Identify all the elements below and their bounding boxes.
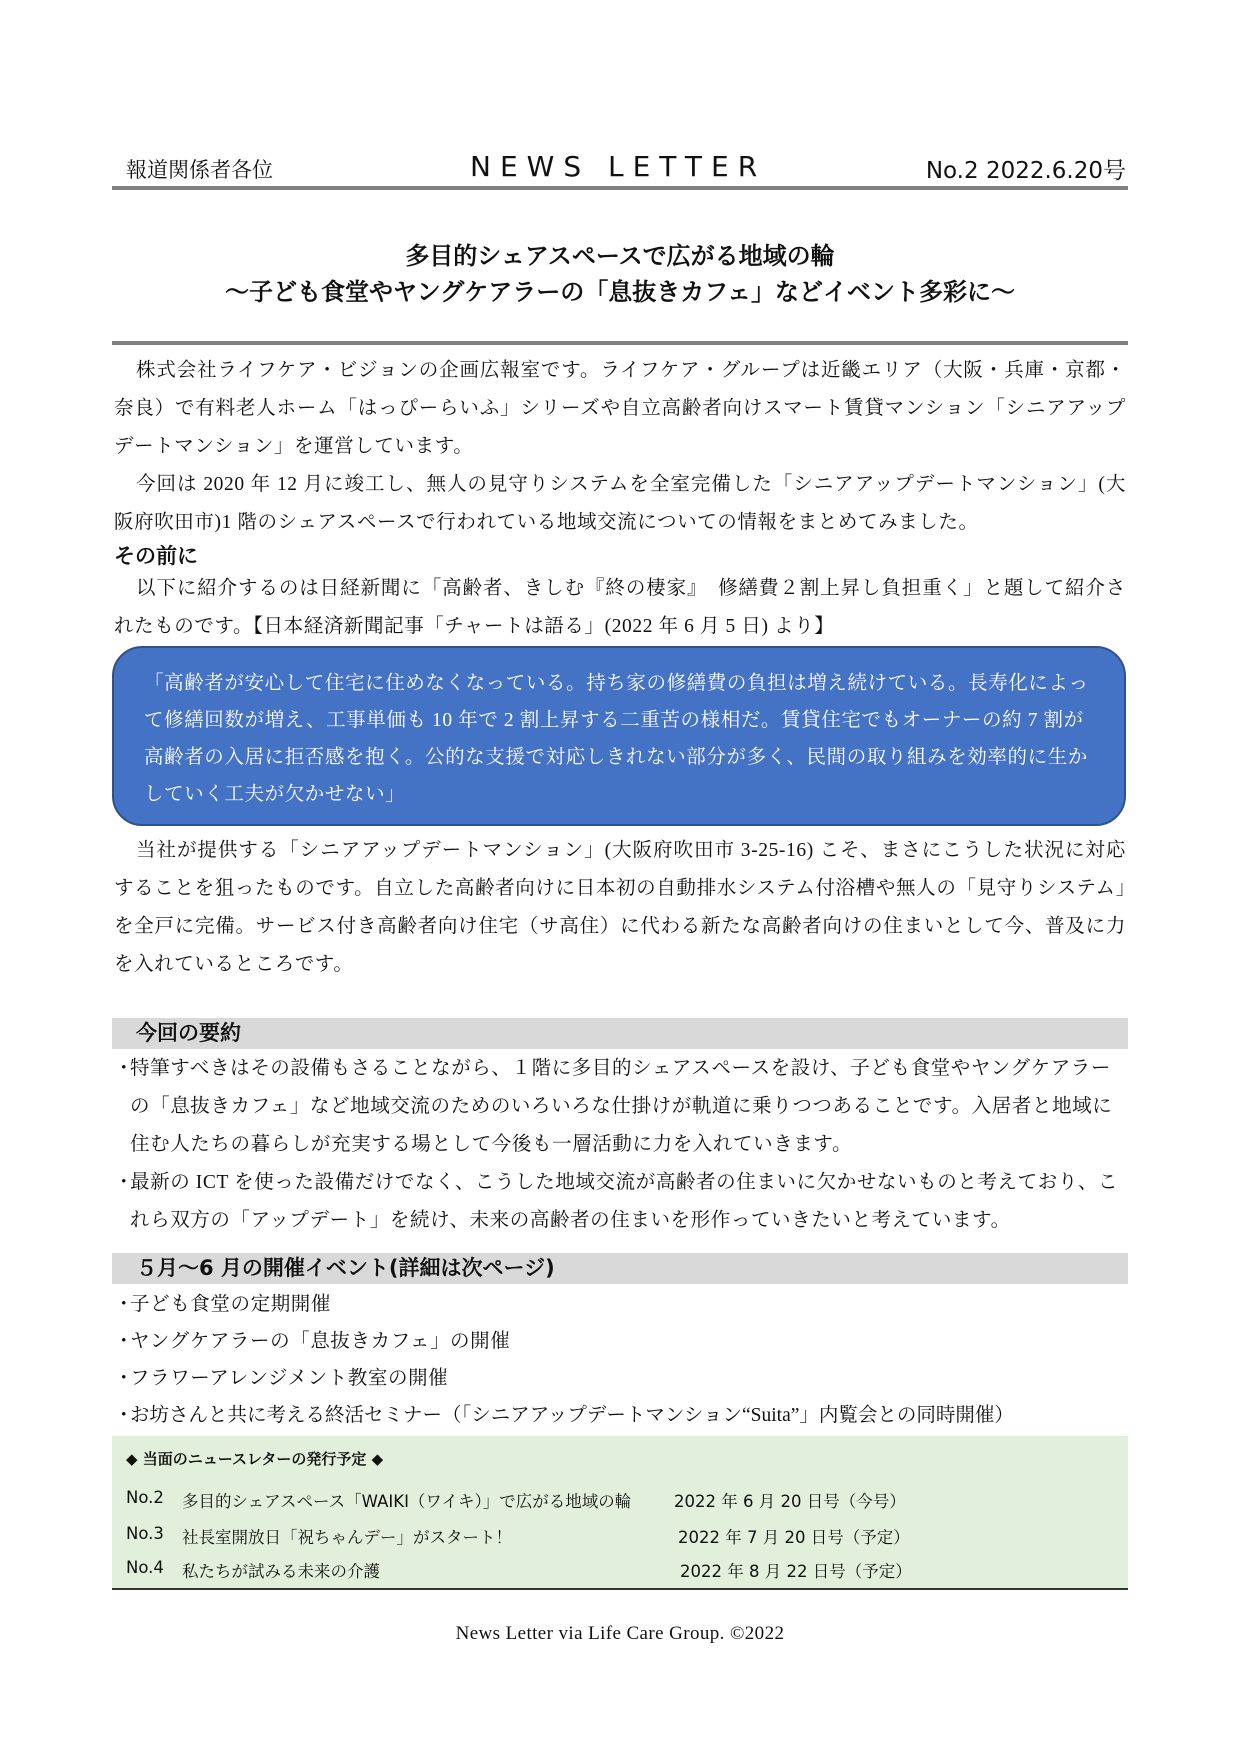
summary-heading-bar: [112, 1018, 1128, 1049]
newsletter-schedule-box: [112, 1436, 1128, 1590]
bullet-dot: ・: [114, 1058, 135, 1079]
schedule-issue-date: 2022 年 8 月 22 日号（予定）: [680, 1562, 912, 1581]
bullet-dot: ・: [114, 1368, 135, 1389]
event-item-text: お坊さんと共に考える終活セミナー（「シニアアップデートマンション“Suita”」内覧会との同時開催）: [130, 1405, 1014, 1426]
newsletter-header: [126, 150, 1126, 184]
event-item: [114, 1323, 1128, 1361]
intro-paragraph-2: 今回は 2020 年 12 月に竣工し、無人の見守りシステムを全室完備した「シニアアップデートマンション」(大阪府吹田市)1 階のシェアスペースで行われている地域交流についての情報をまとめてみました。: [114, 474, 1126, 533]
page-footer: News Letter via Life Care Group. ©2022: [455, 1623, 785, 1644]
quote-text: 「高齢者が安心して住宅に住めなくなっている。持ち家の修繕費の負担は増え続けている。長寿化によって修繕回数が増え、工事単価も 10 年で 2 割上昇する二重苦の様相だ。賃貸住宅でもオーナーの約 7 割が高齢者の入居に拒否感を抱く。公的な支援で対応しきれない部分が多く、民間の取り組みを効率的に生かしていく工夫が欠かせない」: [144, 673, 1089, 805]
event-item: [114, 1286, 1128, 1324]
headline-rule: [112, 341, 1128, 345]
summary-item-text: 最新の ICT を使った設備だけでなく、こうした地域交流が高齢者の住まいに欠かせないものと考えており、これら双方の「アップデート」を続け、未来の高齢者の住まいを形作っていきたいと考えています。: [130, 1172, 1119, 1231]
event-item-text: 子ども食堂の定期開催: [130, 1294, 332, 1315]
summary-item-text: 特筆すべきはその設備もさることながら、１階に多目的シェアスペースを設け、子ども食堂やヤングケアラーの「息抜きカフェ」など地域交流のためのいろいろな仕掛けが軌道に乗りつつあることです。入居者と地域に住む人たちの暮らしが充実する場として今後も一層活動に力を入れていきます。: [130, 1058, 1113, 1155]
event-item: [114, 1360, 1128, 1398]
bullet-dot: ・: [114, 1331, 135, 1352]
company-paragraph: 当社が提供する「シニアアップデートマンション」(大阪府吹田市 3-25-16) こそ、まさにこうした状況に対応することを狙ったものです。自立した高齢者向けに日本初の自動排水システム付浴槽や無人の「見守りシステム」を全戸に完備。サービス付き高齢者向け住宅（サ高住）に代わる新たな高齢者向けの住まいとして今、普及に力を入れているところです。: [114, 840, 1126, 975]
nikkei-quote-box: [112, 646, 1126, 826]
addressee: 報道関係者各位: [126, 158, 273, 182]
headline-sub: ～子ども食堂やヤングケアラーの「息抜きカフェ」などイベント多彩に～: [224, 278, 1016, 306]
header-rule: [112, 186, 1128, 190]
summary-item: [114, 1164, 1128, 1240]
before-heading: その前に: [114, 544, 198, 568]
bullet-dot: ・: [114, 1294, 135, 1315]
event-item-text: フラワーアレンジメント教室の開催: [130, 1368, 449, 1389]
bullet-dot: ・: [114, 1405, 134, 1426]
schedule-issue-no: No.4: [126, 1558, 164, 1577]
before-paragraph: 以下に紹介するのは日経新聞に「高齢者、きしむ『終の棲家』 修繕費２割上昇し負担重く」と題して紹介されたものです。【日本経済新聞記事「チャートは語る」(2022 年 6 月 5 日) より】: [114, 578, 1126, 637]
event-item: [114, 1397, 1128, 1435]
newsletter-title: NEWS LETTER: [470, 150, 767, 183]
schedule-issue-date: 2022 年 6 月 20 日号（今号）: [674, 1492, 906, 1511]
bullet-dot: ・: [114, 1172, 135, 1193]
headline-main: 多目的シェアスペースで広がる地域の輪: [405, 242, 835, 270]
schedule-issue-title: 私たちが試みる未来の介護: [182, 1562, 380, 1581]
intro-paragraph-1: 株式会社ライフケア・ビジョンの企画広報室です。ライフケア・グループは近畿エリア（大阪・兵庫・京都・奈良）で有料老人ホーム「はっぴーらいふ」シリーズや自立高齢者向けスマート賃貸マンション「シニアアップデートマンション」を運営しています。: [114, 360, 1126, 457]
schedule-heading: ◆ 当面のニュースレターの発行予定 ◆: [126, 1450, 384, 1468]
schedule-row: [126, 1558, 1116, 1582]
schedule-issue-title: 社長室開放日「祝ちゃんデー」がスタート！: [182, 1528, 512, 1547]
event-item-text: ヤングケアラーの「息抜きカフェ」の開催: [130, 1331, 511, 1352]
issue-number: No.2 2022.6.20号: [925, 158, 1126, 184]
events-heading-bar: [112, 1253, 1128, 1284]
schedule-row: [126, 1524, 1116, 1548]
schedule-row: [126, 1488, 1116, 1512]
summary-item: [114, 1050, 1128, 1164]
schedule-issue-date: 2022 年 7 月 20 日号（予定）: [678, 1528, 910, 1547]
summary-heading: 今回の要約: [136, 1021, 241, 1045]
events-heading: ５月～6 月の開催イベント(詳細は次ページ): [136, 1256, 555, 1280]
schedule-issue-no: No.2: [126, 1488, 164, 1507]
schedule-issue-no: No.3: [126, 1524, 164, 1543]
schedule-issue-title: 多目的シェアスペース「WAIKI（ワイキ）」で広がる地域の輪: [182, 1492, 632, 1511]
